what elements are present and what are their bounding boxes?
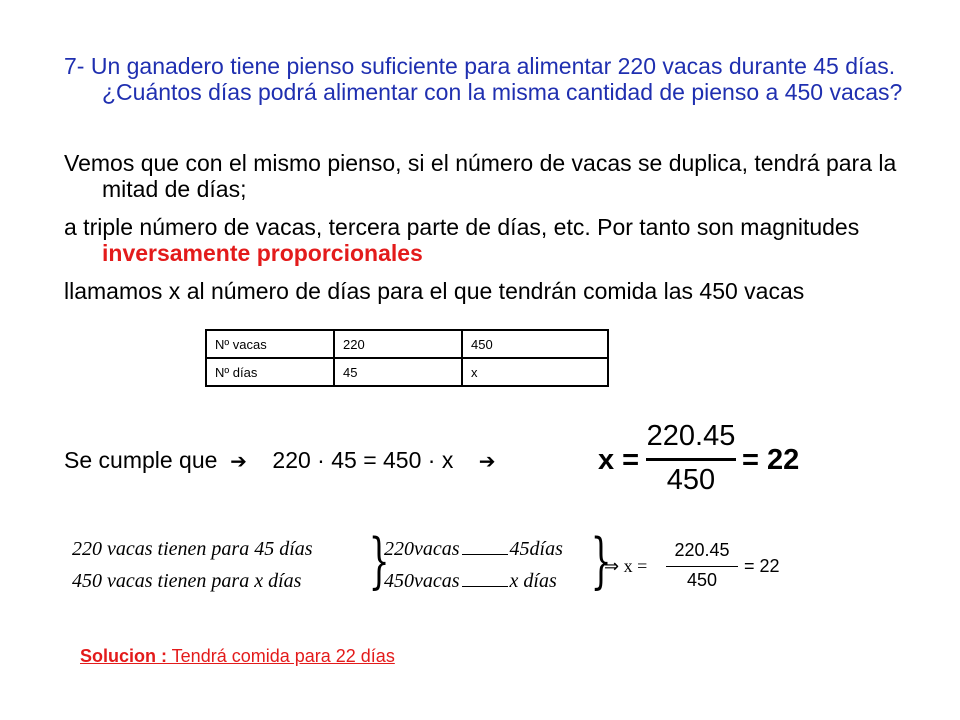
formula-lhs: x = [598,444,640,476]
table-cell: 450 [462,330,608,358]
table-cell: x [462,358,608,386]
inverse-proportional-highlight: inversamente proporcionales [102,240,423,266]
formula-denominator: 450 [686,570,718,590]
explanation-paragraph-1: Vemos que con el mismo pienso, si el número de vacas se duplica, tendrá para la mitad de días; [64,150,897,202]
rule-line-2-left: 450 vacas tienen para x días [72,570,302,592]
formula-solution-2 [604,540,804,600]
rule-line-1-left: 220 vacas tienen para 45 días [72,538,313,560]
formula-numerator: 220.45 [646,420,736,452]
table-cell: Nº vacas [206,330,334,358]
equation-line [64,446,496,475]
data-table [205,329,609,387]
solution-label: Solucion : [80,646,167,666]
explanation-paragraph-2 [64,214,952,266]
paragraph-2-text: a triple número de vacas, tercera parte de días, etc. Por tanto son magnitudes [64,214,860,240]
formula-solution-1 [598,420,808,500]
cumple-label: Se cumple que [64,447,218,473]
table-cell: 220 [334,330,462,358]
table-row [206,358,608,386]
brace-icon: } [590,526,612,596]
rule-line-1-right: 220vacas 45días [384,538,563,560]
fraction-bar [666,566,738,567]
formula-rhs: = 22 [742,444,800,476]
explanation-paragraph-3: llamamos x al número de días para el que tendrán comida las 450 vacas [64,278,805,304]
table-cell: 45 [334,358,462,386]
table-row [206,330,608,358]
rule-line-2-right: 450vacas x días [384,570,557,592]
formula-rhs: = 22 [744,556,780,576]
table-cell: Nº días [206,358,334,386]
solution-line [80,646,395,667]
fraction-bar [646,458,736,461]
formula-denominator: 450 [666,464,716,496]
formula-numerator: 220.45 [674,540,730,560]
cumple-equation: 220 · 45 = 450 · x [272,447,454,473]
problem-statement: 7- Un ganadero tiene pienso suficiente para alimentar 220 vacas durante 45 días. ¿Cuántos días podrá alimentar con la misma cantidad de pienso a 450 vacas? [64,53,903,105]
solution-text: Tendrá comida para 22 días [167,646,395,666]
arrow-right-icon: ➔ [223,449,267,473]
brace-icon: } [368,526,390,596]
formula-lhs: ⇒ x = [604,556,648,576]
arrow-right-icon: ➔ [459,449,496,473]
blank-line [462,570,508,587]
blank-line [462,538,508,555]
